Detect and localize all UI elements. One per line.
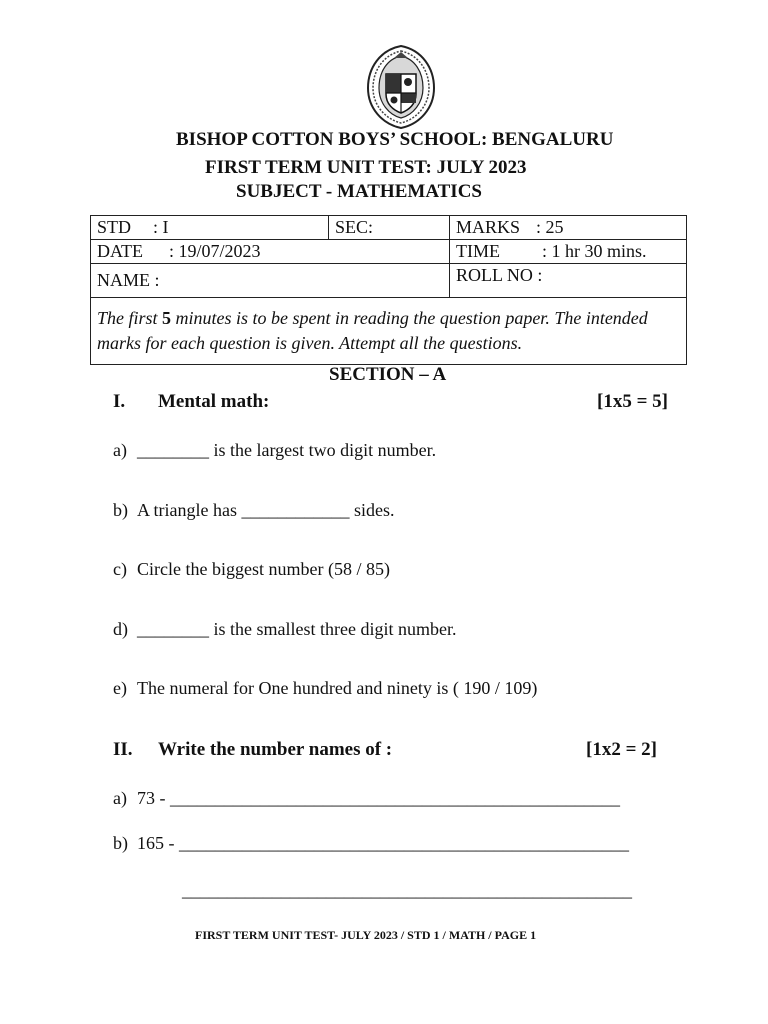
q2-title: Write the number names of : bbox=[158, 739, 393, 760]
item-label: b) bbox=[113, 833, 128, 853]
school-name: BISHOP COTTON BOYS’ SCHOOL: BENGALURU bbox=[176, 129, 614, 150]
item-text: 165 - __________________________________________________ bbox=[137, 833, 629, 853]
date-label: DATE bbox=[97, 241, 143, 261]
q2-item-a bbox=[113, 788, 620, 809]
q2-number: II. bbox=[113, 739, 133, 760]
item-label: b) bbox=[113, 500, 128, 520]
q2-continuation-line: __________________________________________________ bbox=[182, 880, 632, 900]
q1-item-e bbox=[113, 678, 537, 699]
roll-cell bbox=[450, 264, 687, 298]
item-text: ________ is the smallest three digit number. bbox=[137, 619, 457, 639]
q1-item-d bbox=[113, 619, 456, 640]
q1-item-a bbox=[113, 440, 436, 461]
roll-label: ROLL NO : bbox=[456, 265, 543, 285]
school-crest-logo bbox=[364, 44, 438, 130]
time-cell bbox=[450, 240, 687, 264]
item-label: e) bbox=[113, 678, 127, 698]
q1-title: Mental math: bbox=[158, 391, 270, 412]
time-value: : 1 hr 30 mins. bbox=[542, 241, 647, 261]
note-bold-minutes: 5 bbox=[162, 308, 172, 328]
instructions-note bbox=[91, 298, 687, 365]
marks-label: MARKS bbox=[456, 217, 521, 237]
time-label: TIME bbox=[456, 241, 500, 261]
sec-label: SEC: bbox=[335, 217, 374, 237]
name-label: NAME : bbox=[97, 270, 160, 290]
q2-item-b bbox=[113, 833, 629, 854]
marks-value: : 25 bbox=[536, 217, 564, 237]
item-label: d) bbox=[113, 619, 128, 639]
item-label: a) bbox=[113, 440, 127, 460]
std-label: STD bbox=[97, 217, 132, 237]
date-cell bbox=[91, 240, 450, 264]
item-text: 73 - __________________________________________________ bbox=[137, 788, 620, 808]
std-cell bbox=[91, 216, 329, 240]
note-text-2: minutes is to be spent in reading the question paper. The intended marks for each question is given. Attempt all the questions. bbox=[97, 308, 648, 353]
q1-item-c bbox=[113, 559, 390, 580]
student-info-table bbox=[90, 215, 687, 365]
name-cell bbox=[91, 264, 450, 298]
page-footer: FIRST TERM UNIT TEST- JULY 2023 / STD 1 / MATH / PAGE 1 bbox=[195, 928, 537, 942]
date-value: : 19/07/2023 bbox=[169, 241, 261, 261]
q1-marks: [1x5 = 5] bbox=[597, 391, 668, 412]
item-text: ________ is the largest two digit number. bbox=[137, 440, 437, 460]
item-label: c) bbox=[113, 559, 127, 579]
subject-title: SUBJECT - MATHEMATICS bbox=[236, 181, 482, 202]
q2-marks: [1x2 = 2] bbox=[586, 739, 657, 760]
item-text: The numeral for One hundred and ninety is ( 190 / 109) bbox=[137, 678, 538, 698]
sec-cell bbox=[329, 216, 450, 240]
exam-title: FIRST TERM UNIT TEST: JULY 2023 bbox=[205, 157, 527, 178]
q1-number: I. bbox=[113, 391, 126, 412]
item-text: A triangle has ____________ sides. bbox=[137, 500, 395, 520]
marks-cell bbox=[450, 216, 687, 240]
q1-item-b bbox=[113, 500, 394, 521]
item-text: Circle the biggest number (58 / 85) bbox=[137, 559, 390, 579]
section-a-title: SECTION – A bbox=[329, 364, 447, 385]
note-text-1: The first bbox=[97, 308, 163, 328]
std-value: : I bbox=[153, 217, 169, 237]
item-label: a) bbox=[113, 788, 127, 808]
